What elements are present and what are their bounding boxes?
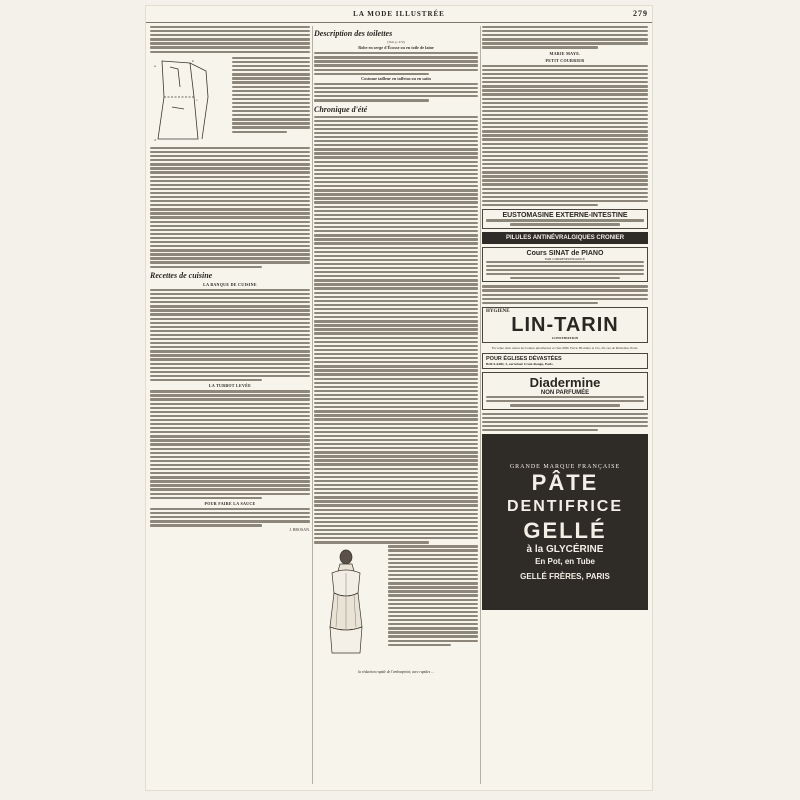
item-title: Costume tailleur en taffetas ou en satin (361, 75, 431, 81)
body-text-block (314, 83, 478, 102)
body-text-block (482, 413, 648, 432)
sewing-pattern-diagram (150, 57, 310, 143)
ad-subtitle: NON PARFUMÉE (540, 390, 590, 397)
body-text-block (482, 65, 648, 206)
body-text-block (314, 116, 478, 544)
svg-text:b: b (192, 58, 194, 63)
section-heading: Chronique d'été (314, 104, 368, 114)
ad-subtitle: PAR CORRESPONDANCE (544, 256, 586, 261)
body-text-block (314, 52, 478, 75)
ad-kicker: HYGIENE (486, 308, 510, 314)
column-middle (314, 26, 478, 786)
subheading: MARIE MAYE. (549, 50, 581, 56)
ad-line: En Pot, en Tube (535, 556, 595, 566)
masthead (146, 6, 652, 23)
column-divider (312, 26, 313, 784)
ad-line: PÂTE (531, 469, 599, 495)
corset-illustration (314, 549, 384, 664)
svg-text:d: d (154, 137, 156, 142)
ad-diadermine (482, 372, 648, 409)
section-heading: Recettes de cuisine (150, 270, 213, 280)
body-text-block (150, 147, 310, 268)
ad-address: BOULARD, 3, carrefour Croix-Rouge, Paris. (486, 362, 554, 367)
body-text-block (150, 508, 310, 527)
section-heading: Description des toilettes (314, 29, 393, 38)
ad-line: à la GLYCÉRINE (526, 543, 604, 555)
ad-title: EUSTOMASINE EXTERNE-INTESTINE (502, 212, 628, 220)
ad-pate-dentifrice-gelle (482, 434, 648, 610)
ad-line: DENTIFRICE (507, 497, 623, 515)
subheading: LA TURBOT LEVÉE (208, 383, 252, 389)
newspaper-page (146, 6, 652, 790)
ad-kicker: GRANDE MARQUE FRANÇAISE (509, 463, 621, 470)
heading-note: (Voir p. 272) (387, 40, 405, 44)
ad-brand: GELLÉ FRÈRES, PARIS (520, 571, 610, 581)
ad-pilules (482, 232, 648, 244)
figure-caption: la réduction rapide de l'embonpoint; avec rapides ... (358, 670, 434, 675)
masthead-title: LA MODE ILLUSTRÉE (353, 10, 445, 18)
body-text-block (150, 26, 310, 53)
ad-line: GELLÉ (523, 517, 607, 543)
column-left (150, 26, 310, 786)
signature: J. BROSAN. (289, 527, 310, 533)
ad-title: PILULES ANTINÉVRALGIQUES CRONIER (505, 234, 625, 241)
subheading: POUR FAIRE LA SAUCE (204, 500, 256, 506)
body-text-block (150, 390, 310, 499)
column-divider (480, 26, 481, 784)
ad-lin-tarin (482, 307, 648, 343)
svg-text:a: a (154, 63, 156, 68)
svg-text:c: c (196, 97, 198, 102)
ad-eustomasine (482, 209, 648, 228)
body-text-block (388, 545, 478, 668)
ad-title: POUR ÉGLISES DÉVASTÉES (486, 356, 562, 363)
column-right (482, 26, 648, 786)
subheading: LA BANQUE DE CUISINE (203, 281, 257, 287)
ad-eglises (482, 353, 648, 369)
ad-cours-sinat (482, 247, 648, 283)
body-text-block (482, 285, 648, 304)
ad-subtitle: CONSTIPATION (551, 335, 579, 340)
ad-footnote: En vente dans toutes les bonnes pharmacies et chez MM. Ferré, Blottière et Cie, 26, rue de Richelieu, Paris. (491, 345, 639, 350)
page-number: 279 (633, 9, 648, 18)
item-title: Robe en serge d'Écosse ou en toile de laine (358, 45, 434, 51)
body-text-block (150, 289, 310, 381)
ad-title: Diadermine (529, 375, 601, 391)
ad-title: LIN-TARIN (511, 313, 619, 336)
subheading: PETIT COURRIER (545, 57, 585, 63)
ad-title: Cours SINAT de PIANO (526, 249, 604, 257)
body-text-block (482, 26, 648, 49)
